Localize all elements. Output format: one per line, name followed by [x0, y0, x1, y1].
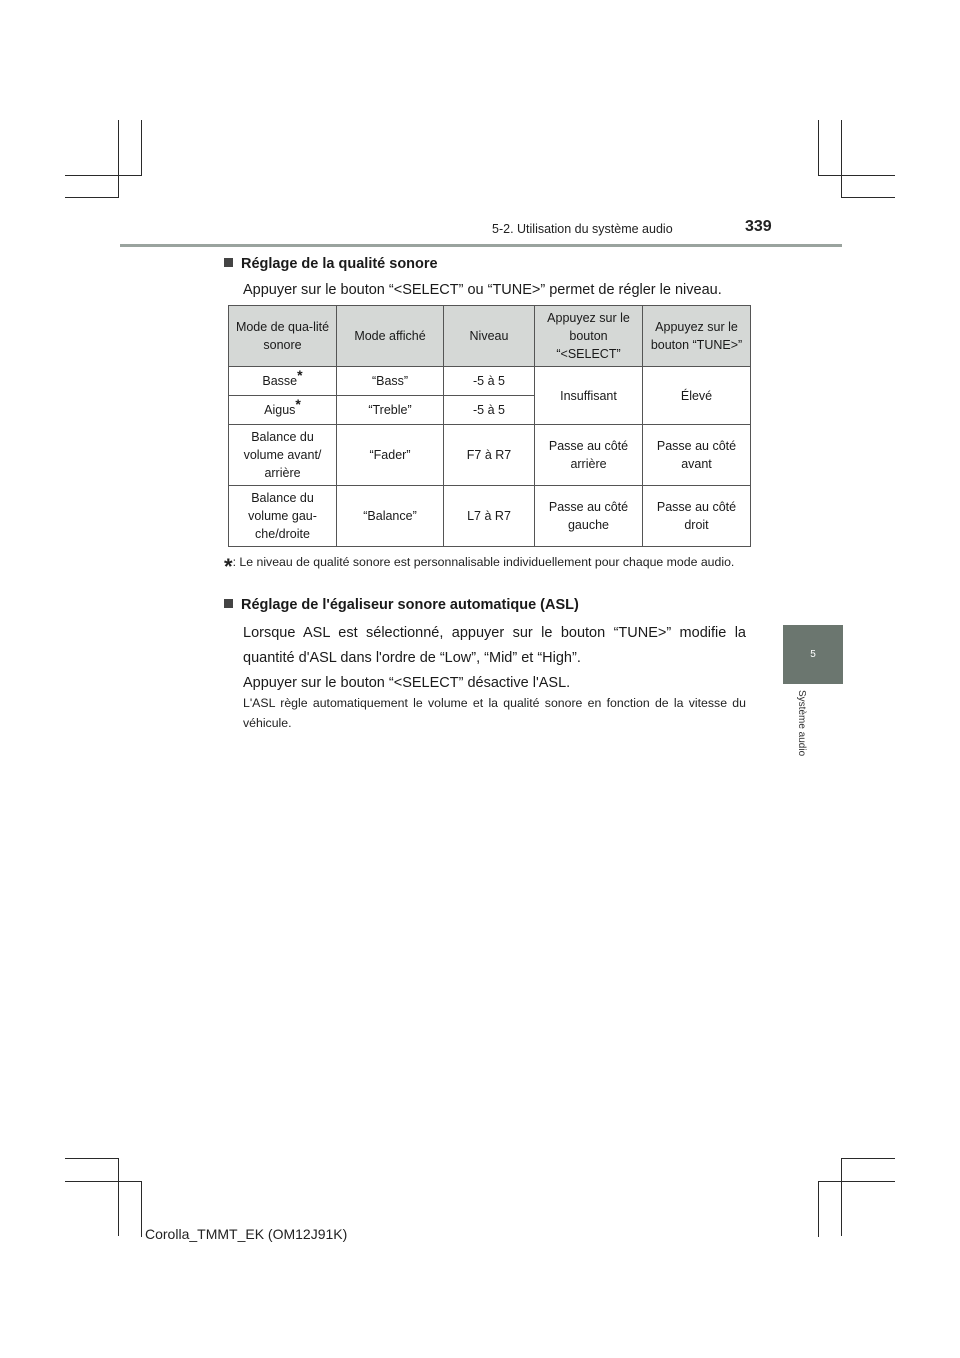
square-bullet-icon: [224, 599, 233, 608]
asterisk-mark: *: [224, 554, 233, 579]
table-cell: “Bass”: [337, 367, 444, 396]
table-row: [229, 425, 751, 486]
table-cell: Passe au côté arrière: [535, 425, 643, 486]
table-header-cell: Appuyez sur le bouton “TUNE>”: [643, 306, 751, 367]
chapter-tab: [783, 625, 843, 684]
table-header-cell: Mode affiché: [337, 306, 444, 367]
asterisk-mark: *: [297, 366, 303, 383]
table-cell: Balance du volume avant/ arrière: [229, 425, 337, 486]
table-header-cell: Niveau: [444, 306, 535, 367]
table-cell: -5 à 5: [444, 396, 535, 425]
square-bullet-icon: [224, 258, 233, 267]
table-cell: -5 à 5: [444, 367, 535, 396]
sound-quality-table: [228, 305, 751, 547]
page-number: 339: [745, 218, 772, 235]
section-title: 5-2. Utilisation du système audio: [492, 222, 673, 236]
table-row: [229, 367, 751, 396]
table-cell: F7 à R7: [444, 425, 535, 486]
table-cell: L7 à R7: [444, 486, 535, 547]
table-cell: Passe au côté droit: [643, 486, 751, 547]
asl-note: L'ASL règle automatiquement le volume et la qualité sonore en fonction de la vitesse du véhicule.: [243, 696, 746, 730]
table-row: [229, 486, 751, 547]
document-footer: Corolla_TMMT_EK (OM12J91K): [145, 1226, 348, 1242]
section-intro: Appuyer sur le bouton “<SELECT” ou “TUNE>” permet de régler le niveau.: [243, 282, 722, 298]
table-cell: “Treble”: [337, 396, 444, 425]
table-cell: Passe au côté avant: [643, 425, 751, 486]
section-heading-sound-quality: Réglage de la qualité sonore: [224, 256, 438, 272]
table-cell: Élevé: [643, 367, 751, 425]
chapter-title: Système audio: [796, 690, 807, 757]
section-heading-asl: Réglage de l'égaliseur sonore automatique (ASL): [224, 597, 579, 613]
table-header-cell: Appuyez sur le bouton “<SELECT”: [535, 306, 643, 367]
table-cell: “Fader”: [337, 425, 444, 486]
table-cell: Basse*: [229, 367, 337, 396]
asterisk-mark: *: [295, 395, 301, 412]
asl-disable-instruction: Appuyer sur le bouton “<SELECT” désactive l'ASL.: [243, 675, 571, 691]
table-header-row: [229, 306, 751, 367]
table-cell: Aigus*: [229, 396, 337, 425]
asl-description: Lorsque ASL est sélectionné, appuyer sur le bouton “TUNE>” modifie la quantité d'ASL dans l'ordre de “Low”, “Mid” et “High”.: [243, 625, 746, 666]
table-cell: Balance du volume gau-che/droite: [229, 486, 337, 547]
table-header-cell: Mode de qua-lité sonore: [229, 306, 337, 367]
table-cell: “Balance”: [337, 486, 444, 547]
header-divider: [120, 244, 842, 247]
table-cell: Insuffisant: [535, 367, 643, 425]
chapter-number: 5: [810, 649, 816, 660]
table-cell: Passe au côté gauche: [535, 486, 643, 547]
table-footnote: *: Le niveau de qualité sonore est personnalisable individuellement pour chaque mode audio.: [224, 554, 735, 579]
